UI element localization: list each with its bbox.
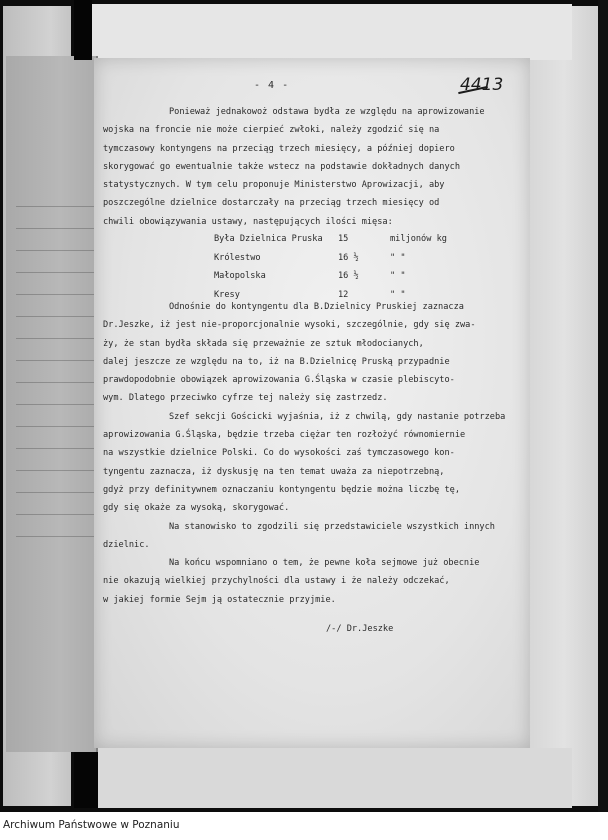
folio-current-number: 13 xyxy=(481,75,504,95)
region-cell: Kresy xyxy=(214,289,240,300)
paragraph-2 xyxy=(103,298,527,408)
body-text xyxy=(103,298,527,609)
text-line: prawdopodobnie obowiązek aprowizowania G.Śląska w czasie plebiscyto- xyxy=(103,375,455,386)
archive-name: Archiwum Państwowe w Poznaniu xyxy=(3,819,180,831)
underlying-sheet xyxy=(6,56,98,752)
bottom-paper-band xyxy=(96,748,572,808)
right-margin-strip xyxy=(526,6,602,806)
text-line: na wszystkie dzielnice Polski. Co do wysokości zaś tymczasowego kon- xyxy=(103,448,455,459)
right-edge-shadow xyxy=(598,0,608,812)
meat-contingent-table xyxy=(214,230,474,304)
binding-shadow-top xyxy=(74,0,92,60)
text-line: gdy się okaże za wysoką, skorygować. xyxy=(103,503,290,514)
table-row xyxy=(214,267,474,286)
archive-footer xyxy=(0,812,608,840)
top-paper-band xyxy=(92,4,572,60)
text-line: wojska na froncie nie może cierpieć zwłoki, należy zgodzić się na xyxy=(103,125,440,136)
text-line: chwili obowiązywania ustawy, następujących ilości mięsa: xyxy=(103,216,393,227)
text-line: Na końcu wspomniano o tem, że pewne koła sejmowe już obecnie xyxy=(169,558,480,569)
paragraph-5 xyxy=(103,554,527,609)
text-line: poszczególne dzielnice dostarczały na przeciąg trzech miesięcy od xyxy=(103,198,440,209)
unit-cell: miljonów kg xyxy=(390,234,447,244)
document-page xyxy=(94,58,530,748)
region-cell: Małopolska xyxy=(214,271,266,282)
text-line: Odnośnie do kontyngentu dla B.Dzielnicy Pruskiej zaznacza xyxy=(169,302,464,312)
text-line: dalej jeszcze ze względu na to, iż na B.Dzielnicę Pruską przypadnie xyxy=(103,356,450,367)
folio-number xyxy=(460,76,503,94)
unit-cell: " " xyxy=(390,289,406,300)
text-line: Na stanowisko to zgodzili się przedstawiciele wszystkich innych xyxy=(169,521,495,532)
text-line: tyngentu zaznacza, iż dyskusję na ten temat uważa za niepotrzebną, xyxy=(103,466,445,477)
text-line: Szef sekcji Gościcki wyjaśnia, iż z chwilą, gdy nastanie potrzeba xyxy=(169,411,506,422)
text-line: aprowizowania G.Śląska, będzie trzeba ciężar ten rozłożyć równomiernie xyxy=(103,430,466,441)
folio-struck-number: 44 xyxy=(460,75,482,95)
signature: /-/ Dr.Jeszke xyxy=(326,624,394,634)
text-line: skorygować go ewentualnie także wstecz na podstawie dokładnych danych xyxy=(103,161,460,172)
table-row xyxy=(214,230,474,249)
binding-shadow-bottom xyxy=(74,752,98,808)
amount-cell: 16 ½ xyxy=(338,271,359,282)
text-line: gdyż przy definitywnem oznaczaniu kontyngentu będzie można liczbę tę, xyxy=(103,484,460,495)
text-line: Ponieważ jednakowoż odstawa bydła ze względu na aprowizowanie xyxy=(169,107,485,117)
amount-cell: 15 xyxy=(338,234,349,244)
text-line: Dr.Jeszke, iż jest nie-proporcjonalnie wysoki, szczególnie, gdy się zwa- xyxy=(103,320,476,331)
paragraph-4 xyxy=(103,518,527,555)
region-cell: Była Dzielnica Pruska xyxy=(214,234,323,244)
page-number: - 4 - xyxy=(254,80,290,91)
amount-cell: 12 xyxy=(338,289,349,300)
amount-cell: 16 ½ xyxy=(338,252,359,263)
unit-cell: " " xyxy=(390,252,406,263)
paragraph-1 xyxy=(103,103,527,231)
region-cell: Królestwo xyxy=(214,252,261,263)
text-line: dzielnic. xyxy=(103,539,150,550)
unit-cell: " " xyxy=(390,271,406,282)
text-line: w jakiej formie Sejm ją ostatecznie przyjmie. xyxy=(103,594,336,605)
table-row xyxy=(214,249,474,268)
text-line: wym. Dlatego przeciwko cyfrze tej należy się zastrzedz. xyxy=(103,393,388,404)
text-line: statystycznych. W tym celu proponuje Ministerstwo Aprowizacji, aby xyxy=(103,180,445,191)
paragraph-3 xyxy=(103,408,527,518)
text-line: nie okazują wielkiej przychylności dla ustawy i że należy odczekać, xyxy=(103,576,450,587)
text-line: tymczasowy kontyngens na przeciąg trzech miesięcy, a później dopiero xyxy=(103,143,455,154)
text-line: ży, że stan bydła składa się przeważnie ze sztuk młodocianych, xyxy=(103,338,424,349)
